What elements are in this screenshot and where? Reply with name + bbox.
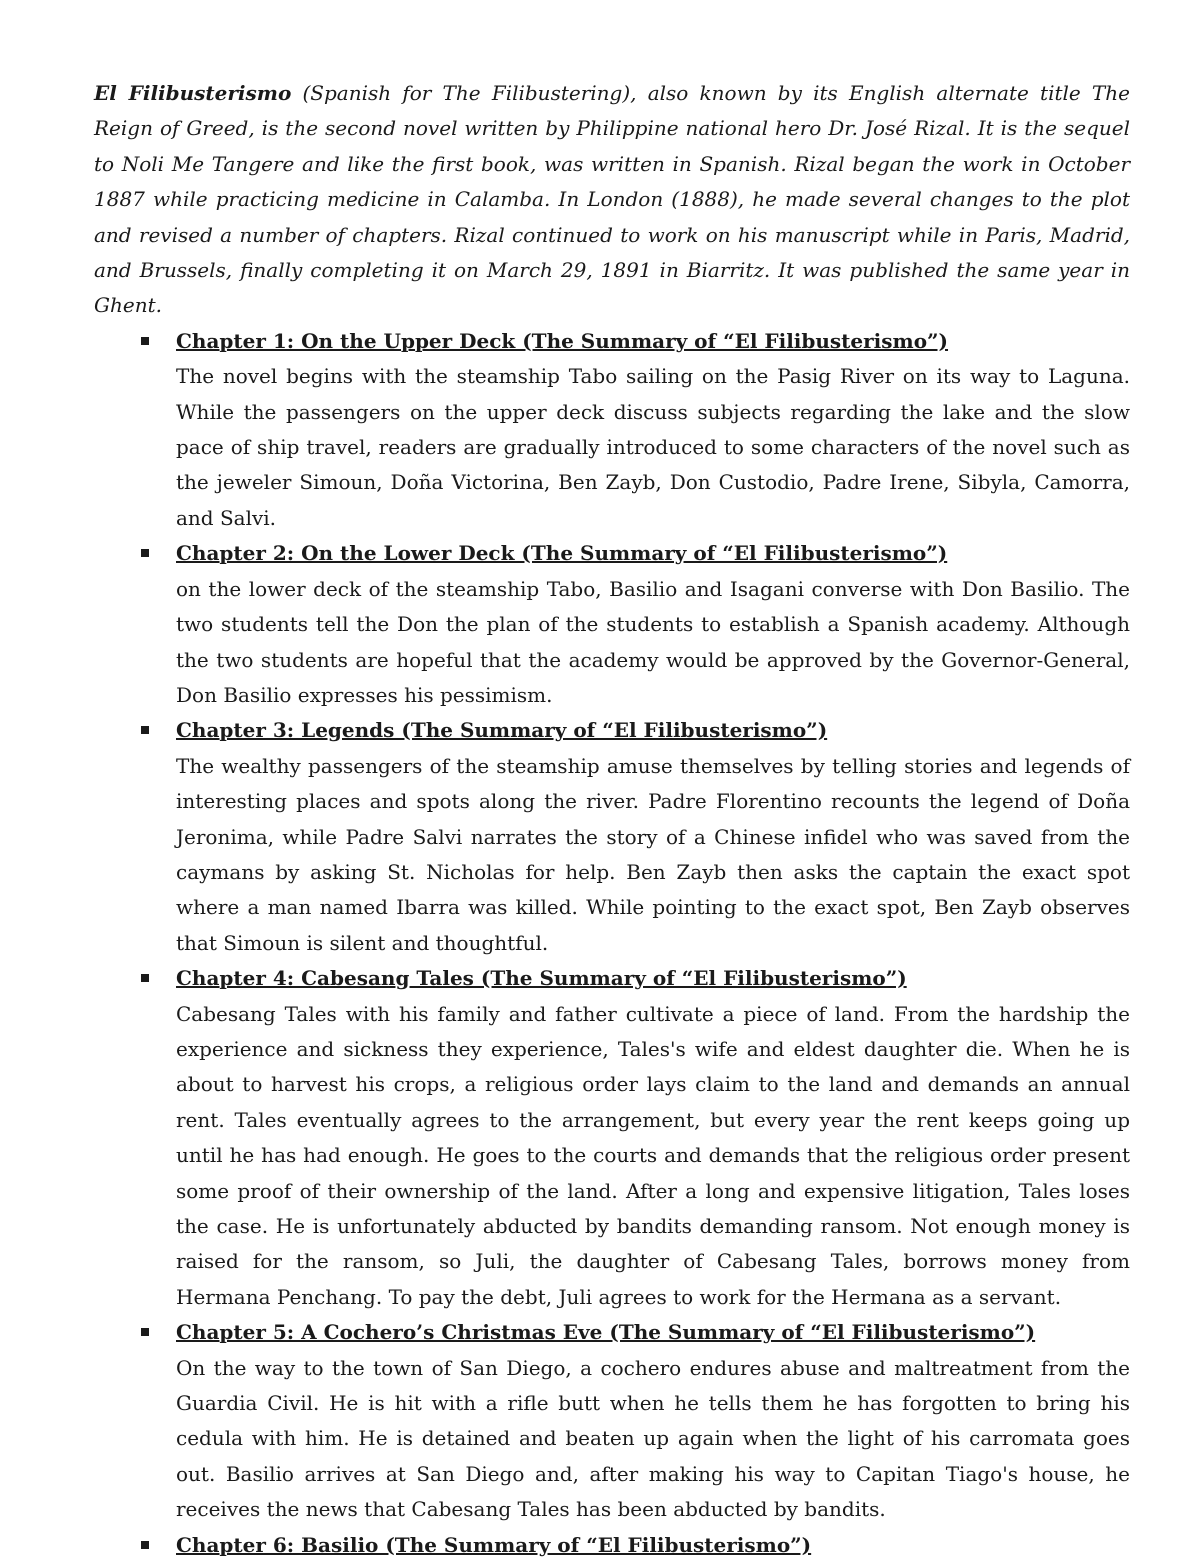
chapter-title: Chapter 4: Cabesang Tales (The Summary of “El Filibusterismo”) <box>176 966 907 991</box>
chapter-item-3 <box>94 713 1130 961</box>
intro-paragraph <box>94 76 1130 324</box>
intro-title: El Filibusterismo <box>94 81 292 105</box>
chapter-title: Chapter 2: On the Lower Deck (The Summary of “El Filibusterismo”) <box>176 541 948 566</box>
chapter-summary: Cabesang Tales with his family and father cultivate a piece of land. From the hardship the experience and sickness they experience, Tales's wife and eldest daughter die. When he is about to harvest his crops, a religious order lays claim to the land and demands an annual rent. Tales eventually agrees to the arrangement, but every year the rent keeps going up until he has had enough. He goes to the courts and demands that the religious order present some proof of their ownership of the land. After a long and expensive litigation, Tales loses the case. He is unfortunately abducted by bandits demanding ransom. Not enough money is raised for the ransom, so Juli, the daughter of Cabesang Tales, borrows money from Hermana Penchang. To pay the debt, Juli agrees to work for the Hermana as a servant. <box>176 1001 1130 1309</box>
chapter-item-5 <box>94 1315 1130 1527</box>
chapter-item-1 <box>94 324 1130 536</box>
chapter-summary: The wealthy passengers of the steamship amuse themselves by telling stories and legends of interesting places and spots along the river. Padre Florentino recounts the legend of Doña Jeronima, while Padre Salvi narrates the story of a Chinese infidel who was saved from the caymans by asking St. Nicholas for help. Ben Zayb then asks the captain the exact spot where a man named Ibarra was killed. While pointing to the exact spot, Ben Zayb observes that Simoun is silent and thoughtful. <box>176 753 1130 955</box>
square-bullet-icon <box>141 549 149 557</box>
square-bullet-icon <box>141 974 149 982</box>
square-bullet-icon <box>141 1541 149 1549</box>
chapter-summary: On the way to the town of San Diego, a cochero endures abuse and maltreatment from the Guardia Civil. He is hit with a rifle butt when he tells them he has forgotten to bring his cedula with him. He is detained and beaten up again when the light of his carromata goes out. Basilio arrives at San Diego and, after making his way to Capitan Tiago's house, he receives the news that Cabesang Tales has been abducted by bandits. <box>176 1355 1130 1522</box>
chapter-summary: The novel begins with the steamship Tabo sailing on the Pasig River on its way to Laguna. While the passengers on the upper deck discuss subjects regarding the lake and the slow pace of ship travel, readers are gradually introduced to some characters of the novel such as the jeweler Simoun, Doña Victorina, Ben Zayb, Don Custodio, Padre Irene, Sibyla, Camorra, and Salvi. <box>176 364 1130 530</box>
chapter-item-4 <box>94 961 1130 1315</box>
square-bullet-icon <box>141 337 149 345</box>
chapter-item-6 <box>94 1528 1130 1563</box>
chapter-item-2 <box>94 536 1130 713</box>
chapter-title: Chapter 3: Legends (The Summary of “El Filibusterismo”) <box>176 718 828 743</box>
chapter-list <box>94 324 1130 1563</box>
chapter-title: Chapter 1: On the Upper Deck (The Summary of “El Filibusterismo”) <box>176 328 949 353</box>
square-bullet-icon <box>141 1328 149 1336</box>
chapter-title: Chapter 6: Basilio (The Summary of “El Filibusterismo”) <box>176 1532 812 1557</box>
chapter-summary: on the lower deck of the steamship Tabo, Basilio and Isagani converse with Don Basilio. The two students tell the Don the plan of the students to establish a Spanish academy. Although the two students are hopeful that the academy would be approved by the Governor-General, Don Basilio expresses his pessimism. <box>176 576 1130 707</box>
document-page <box>94 76 1130 1563</box>
square-bullet-icon <box>141 726 149 734</box>
chapter-title: Chapter 5: A Cochero’s Christmas Eve (The Summary of “El Filibusterismo”) <box>176 1320 1036 1345</box>
intro-text: (Spanish for The Filibustering), also known by its English alternate title The Reign of Greed, is the second novel written by Philippine national hero Dr. José Rizal. It is the sequel to Noli Me Tangere and like the first book, was written in Spanish. Rizal began the work in October 1887 while practicing medicine in Calamba. In London (1888), he made several changes to the plot and revised a number of chapters. Rizal continued to work on his manuscript while in Paris, Madrid, and Brussels, finally completing it on March 29, 1891 in Biarritz. It was published the same year in Ghent. <box>94 81 1130 318</box>
